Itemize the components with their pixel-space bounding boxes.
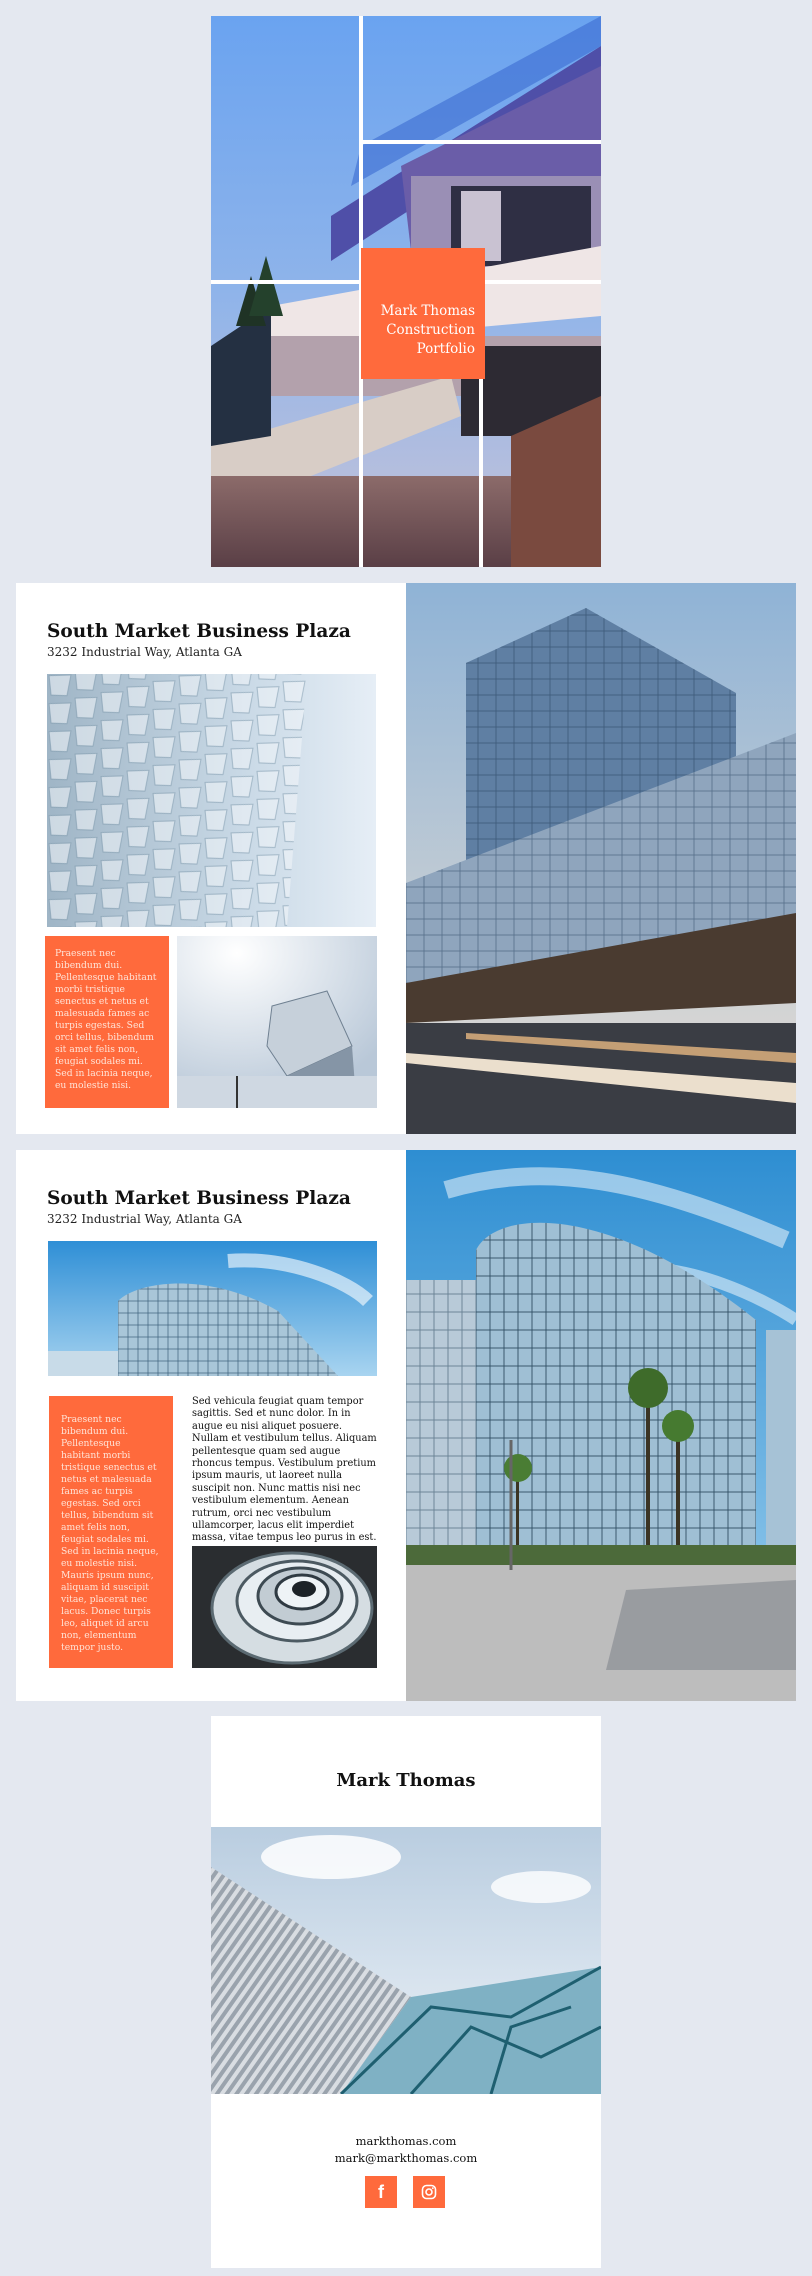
project-title: South Market Business Plaza — [47, 621, 351, 642]
facebook-button[interactable] — [365, 2176, 397, 2208]
cover-title-block — [361, 248, 485, 379]
cover-grid-divider — [363, 140, 601, 144]
project-spread-2 — [16, 1150, 796, 1701]
website-link[interactable]: markthomas.com — [355, 2134, 457, 2148]
instagram-button[interactable] — [413, 2176, 445, 2208]
project-title: South Market Business Plaza — [47, 1188, 351, 1209]
curved-glass-building-photo — [48, 1241, 377, 1376]
project-description-box: Praesent nec bibendum dui. Pellentesque habitant morbi tristique senectus et netus et malesuada fames ac turpis egestas. Sed orci tellus, bibendum sit amet felis non, feugiat sodales mi. Sed in lacinia neque, eu molestie nisi. — [45, 936, 169, 1108]
spiral-staircase-photo — [192, 1546, 377, 1668]
back-cover-page — [211, 1716, 601, 2268]
email-link[interactable]: mark@markthomas.com — [334, 2151, 478, 2165]
instagram-icon — [421, 2184, 437, 2200]
back-cover-name: Mark Thomas — [336, 1770, 476, 1791]
project-spread-1 — [16, 583, 796, 1134]
project-body-text: Sed vehicula feugiat quam tempor sagittis. Sed et nunc dolor. In in augue eu nisi aliquet posuere. Nullam et vestibulum tellus. Aliquam pellentesque quam sed augue rhoncus tempus. Vestibulum pretium ipsum mauris, ut laoreet nulla suscipit non. Nunc mattis nisi nec vestibulum elementum. Aenean rutrum, orci nec vestibulum ullamcorper, lacus elit imperdiet massa, vitae tempus leo purus in est. — [192, 1396, 377, 1544]
glass-facade-photo — [47, 674, 376, 927]
project-address: 3232 Industrial Way, Atlanta GA — [47, 1212, 242, 1226]
facebook-icon: f — [378, 2181, 384, 2202]
glass-office-palms-photo — [406, 1150, 796, 1701]
cover-page — [211, 16, 601, 567]
project-address: 3232 Industrial Way, Atlanta GA — [47, 645, 242, 659]
cover-title-line: Portfolio — [416, 341, 475, 357]
cover-title-line: Construction — [386, 322, 475, 338]
glass-roof-photo — [211, 1827, 601, 2094]
project-description-box: Praesent nec bibendum dui. Pellentesque habitant morbi tristique senectus et netus et malesuada fames ac turpis egestas. Sed orci tellus, bibendum sit amet felis non, feugiat sodales mi. Sed in lacinia neque, eu molestie nisi. Mauris ipsum nunc, aliquam id suscipit vitae, placerat nec lacus. Donec turpis leo, aliquet id arcu non, elementum tempor justo. — [49, 1396, 173, 1668]
office-building-photo — [406, 583, 796, 1134]
cover-title-line: Mark Thomas — [380, 303, 475, 319]
angular-building-photo — [177, 936, 377, 1108]
